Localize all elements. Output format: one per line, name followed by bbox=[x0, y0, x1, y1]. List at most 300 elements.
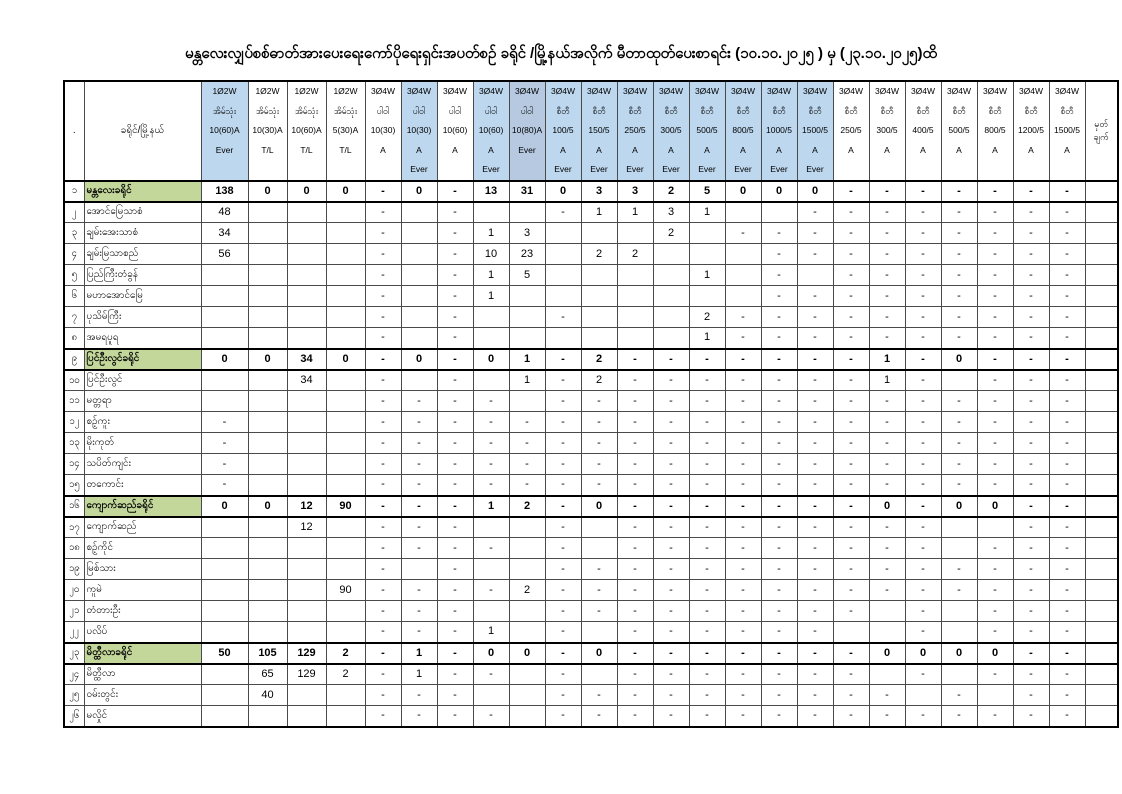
data-cell bbox=[287, 433, 326, 454]
row-number: ၉ bbox=[64, 349, 84, 370]
data-cell: - bbox=[401, 412, 437, 433]
data-cell: - bbox=[869, 412, 905, 433]
data-cell: 2 bbox=[653, 181, 689, 202]
data-cell: - bbox=[365, 349, 401, 370]
data-cell bbox=[581, 538, 617, 559]
data-cell bbox=[326, 538, 365, 559]
data-cell: - bbox=[725, 643, 761, 664]
data-cell: - bbox=[761, 601, 797, 622]
data-cell: - bbox=[437, 643, 473, 664]
header-line bbox=[1014, 160, 1049, 180]
data-cell: - bbox=[797, 223, 833, 244]
data-cell: 0 bbox=[869, 496, 905, 517]
data-cell bbox=[869, 622, 905, 643]
data-cell: - bbox=[365, 475, 401, 496]
header-line: 3Ø4W bbox=[910, 86, 936, 96]
data-cell: - bbox=[1013, 412, 1049, 433]
data-cell: - bbox=[725, 538, 761, 559]
header-line: စီတီ bbox=[736, 105, 750, 116]
data-cell: - bbox=[365, 412, 401, 433]
data-cell: - bbox=[905, 706, 941, 727]
data-cell: - bbox=[473, 391, 509, 412]
data-cell: - bbox=[617, 706, 653, 727]
data-cell: - bbox=[653, 517, 689, 538]
data-cell: - bbox=[545, 496, 581, 517]
data-cell bbox=[326, 244, 365, 265]
data-cell: - bbox=[977, 307, 1013, 328]
data-cell bbox=[545, 265, 581, 286]
header-line: 1Ø2W bbox=[255, 86, 280, 96]
data-cell bbox=[248, 559, 287, 580]
remark-cell bbox=[1085, 580, 1118, 601]
data-cell: - bbox=[761, 706, 797, 727]
header-line: စီတီ bbox=[700, 105, 714, 116]
data-cell bbox=[581, 664, 617, 685]
data-cell: - bbox=[401, 517, 437, 538]
data-cell: - bbox=[617, 412, 653, 433]
data-cell: - bbox=[761, 538, 797, 559]
data-cell: - bbox=[1049, 538, 1085, 559]
data-cell: - bbox=[833, 244, 869, 265]
header-line: 3Ø4W bbox=[982, 86, 1008, 96]
header-line: 500/5 bbox=[948, 125, 970, 135]
header-line bbox=[249, 160, 287, 180]
row-number: ၁ bbox=[64, 181, 84, 202]
data-cell bbox=[617, 307, 653, 328]
data-cell: - bbox=[941, 202, 977, 223]
column-header-16 bbox=[761, 81, 797, 181]
data-cell: - bbox=[653, 538, 689, 559]
data-cell: - bbox=[905, 517, 941, 538]
column-header-24 bbox=[1049, 81, 1085, 181]
township-row bbox=[64, 391, 1118, 412]
data-cell bbox=[248, 580, 287, 601]
data-cell: - bbox=[545, 538, 581, 559]
data-cell: 0 bbox=[248, 496, 287, 517]
data-cell: - bbox=[725, 706, 761, 727]
data-cell: 0 bbox=[201, 496, 248, 517]
data-cell: - bbox=[545, 559, 581, 580]
data-cell: 1 bbox=[509, 370, 545, 391]
data-cell: 1 bbox=[869, 349, 905, 370]
column-header-12 bbox=[617, 81, 653, 181]
header-line: 1500/5 bbox=[1054, 125, 1080, 135]
township-row bbox=[64, 685, 1118, 706]
remark-cell bbox=[1085, 181, 1118, 202]
header-line: 3Ø4W bbox=[622, 86, 648, 96]
township-name: မိုးကုတ် bbox=[84, 433, 201, 454]
township-row bbox=[64, 580, 1118, 601]
data-cell bbox=[941, 664, 977, 685]
header-line: စီတီ bbox=[808, 105, 822, 116]
data-cell bbox=[617, 328, 653, 349]
data-cell bbox=[248, 223, 287, 244]
data-cell: - bbox=[437, 307, 473, 328]
data-cell: - bbox=[1049, 181, 1085, 202]
remark-cell bbox=[1085, 433, 1118, 454]
data-cell: - bbox=[1013, 223, 1049, 244]
column-header-22 bbox=[977, 81, 1013, 181]
row-number: ၁၃ bbox=[64, 433, 84, 454]
data-cell: 0 bbox=[326, 181, 365, 202]
data-cell bbox=[248, 244, 287, 265]
township-row bbox=[64, 622, 1118, 643]
data-cell: - bbox=[365, 664, 401, 685]
data-cell: - bbox=[833, 307, 869, 328]
header-line: စီတီ bbox=[664, 105, 678, 116]
data-cell: 0 bbox=[401, 349, 437, 370]
township-name: တကောင်း bbox=[84, 475, 201, 496]
data-cell bbox=[287, 601, 326, 622]
data-cell: - bbox=[725, 454, 761, 475]
data-cell: - bbox=[1013, 685, 1049, 706]
township-row bbox=[64, 517, 1118, 538]
data-cell: - bbox=[689, 685, 725, 706]
data-cell: - bbox=[833, 328, 869, 349]
data-cell: - bbox=[833, 475, 869, 496]
data-cell: - bbox=[473, 664, 509, 685]
data-cell bbox=[401, 286, 437, 307]
data-cell: 1 bbox=[473, 622, 509, 643]
data-cell: - bbox=[365, 433, 401, 454]
data-cell bbox=[581, 328, 617, 349]
data-cell: - bbox=[689, 643, 725, 664]
data-cell: - bbox=[905, 580, 941, 601]
data-cell bbox=[545, 223, 581, 244]
data-cell: - bbox=[401, 706, 437, 727]
data-cell: 1 bbox=[473, 223, 509, 244]
data-cell: - bbox=[941, 328, 977, 349]
data-cell: - bbox=[941, 391, 977, 412]
row-number: ၅ bbox=[64, 265, 84, 286]
data-cell: - bbox=[365, 496, 401, 517]
data-cell: - bbox=[725, 601, 761, 622]
data-cell: 3 bbox=[653, 202, 689, 223]
data-cell: - bbox=[761, 307, 797, 328]
data-cell: - bbox=[1013, 622, 1049, 643]
data-cell: - bbox=[833, 223, 869, 244]
township-name: မတ္တရာ bbox=[84, 391, 201, 412]
data-cell bbox=[977, 685, 1013, 706]
column-header-8 bbox=[473, 81, 509, 181]
data-cell bbox=[201, 664, 248, 685]
data-cell bbox=[287, 286, 326, 307]
data-cell: - bbox=[869, 454, 905, 475]
data-cell: - bbox=[201, 433, 248, 454]
data-cell: 0 bbox=[248, 181, 287, 202]
data-cell bbox=[473, 517, 509, 538]
data-cell: - bbox=[201, 412, 248, 433]
data-cell: - bbox=[1049, 622, 1085, 643]
data-cell: - bbox=[1013, 475, 1049, 496]
data-cell: - bbox=[1013, 307, 1049, 328]
header-line: A bbox=[992, 144, 998, 155]
data-cell bbox=[977, 517, 1013, 538]
data-cell bbox=[509, 685, 545, 706]
data-cell: - bbox=[437, 559, 473, 580]
data-cell: - bbox=[365, 328, 401, 349]
data-cell: - bbox=[797, 286, 833, 307]
data-cell: - bbox=[869, 202, 905, 223]
column-header-9 bbox=[509, 81, 545, 181]
data-cell: - bbox=[545, 517, 581, 538]
row-number: ၂၃ bbox=[64, 643, 84, 664]
data-cell: - bbox=[545, 391, 581, 412]
column-header-7 bbox=[437, 81, 473, 181]
data-cell: - bbox=[401, 580, 437, 601]
data-cell: - bbox=[833, 517, 869, 538]
data-cell: - bbox=[905, 202, 941, 223]
data-cell: - bbox=[653, 454, 689, 475]
column-header-10 bbox=[545, 81, 581, 181]
data-cell: - bbox=[761, 244, 797, 265]
data-cell bbox=[941, 538, 977, 559]
header-line: စီတီ bbox=[772, 105, 786, 116]
township-name: သပိတ်ကျင်း bbox=[84, 454, 201, 475]
header-line: 300/5 bbox=[876, 125, 898, 135]
data-cell: - bbox=[1013, 517, 1049, 538]
header-line: 3Ø4W bbox=[802, 86, 828, 96]
header-line: 3Ø4W bbox=[514, 86, 540, 96]
data-cell: 5 bbox=[509, 265, 545, 286]
data-cell: 31 bbox=[509, 181, 545, 202]
data-cell: - bbox=[581, 559, 617, 580]
header-line: Ever bbox=[770, 164, 788, 174]
remark-cell bbox=[1085, 307, 1118, 328]
header-line: 3Ø4W bbox=[730, 86, 756, 96]
township-name: မဟာအောင်မြေ bbox=[84, 286, 201, 307]
data-cell bbox=[326, 223, 365, 244]
data-cell: - bbox=[1013, 580, 1049, 601]
data-cell: 90 bbox=[326, 580, 365, 601]
remark-cell bbox=[1085, 286, 1118, 307]
data-cell: - bbox=[797, 601, 833, 622]
data-cell: - bbox=[725, 517, 761, 538]
data-cell: - bbox=[617, 517, 653, 538]
data-cell: - bbox=[365, 244, 401, 265]
data-cell: - bbox=[905, 475, 941, 496]
header-line bbox=[438, 160, 473, 180]
data-cell: 3 bbox=[617, 181, 653, 202]
data-cell: - bbox=[1049, 580, 1085, 601]
data-cell: 1 bbox=[581, 202, 617, 223]
data-cell: - bbox=[653, 349, 689, 370]
data-cell: - bbox=[365, 580, 401, 601]
data-cell: - bbox=[725, 559, 761, 580]
header-line: စီတီ bbox=[916, 105, 930, 116]
data-cell: - bbox=[437, 580, 473, 601]
data-cell: - bbox=[473, 454, 509, 475]
data-cell bbox=[248, 328, 287, 349]
data-cell: - bbox=[905, 538, 941, 559]
data-cell: - bbox=[365, 622, 401, 643]
data-cell bbox=[581, 223, 617, 244]
data-cell: 129 bbox=[287, 643, 326, 664]
data-cell: - bbox=[437, 391, 473, 412]
data-cell: - bbox=[1049, 475, 1085, 496]
data-cell bbox=[248, 391, 287, 412]
data-cell bbox=[689, 223, 725, 244]
data-cell: - bbox=[761, 559, 797, 580]
township-row bbox=[64, 433, 1118, 454]
data-cell bbox=[581, 286, 617, 307]
data-cell: - bbox=[581, 433, 617, 454]
data-cell: 3 bbox=[581, 181, 617, 202]
data-cell: - bbox=[761, 496, 797, 517]
header-line: 1Ø2W bbox=[333, 86, 358, 96]
data-cell bbox=[248, 370, 287, 391]
data-cell: - bbox=[545, 412, 581, 433]
data-cell bbox=[509, 286, 545, 307]
data-cell: - bbox=[905, 307, 941, 328]
data-cell: 0 bbox=[941, 496, 977, 517]
township-name: စဉ့်ကူး bbox=[84, 412, 201, 433]
data-cell: - bbox=[905, 496, 941, 517]
data-cell: - bbox=[869, 706, 905, 727]
data-cell: - bbox=[869, 685, 905, 706]
data-cell: - bbox=[545, 601, 581, 622]
header-line: 3Ø4W bbox=[442, 86, 468, 96]
data-cell: - bbox=[725, 223, 761, 244]
data-cell bbox=[201, 622, 248, 643]
data-cell: - bbox=[725, 622, 761, 643]
data-cell: - bbox=[509, 412, 545, 433]
data-cell: - bbox=[941, 265, 977, 286]
data-cell: - bbox=[1013, 664, 1049, 685]
header-line: 3Ø4W bbox=[370, 86, 396, 96]
data-cell: - bbox=[653, 496, 689, 517]
data-cell: - bbox=[545, 202, 581, 223]
header-line: 3Ø4W bbox=[1018, 86, 1044, 96]
data-cell: - bbox=[689, 622, 725, 643]
remark-cell bbox=[1085, 664, 1118, 685]
header-line: A bbox=[740, 144, 746, 155]
data-cell: 12 bbox=[287, 517, 326, 538]
data-cell bbox=[617, 223, 653, 244]
data-cell: - bbox=[797, 454, 833, 475]
data-cell bbox=[201, 706, 248, 727]
header-line: 10(30)A bbox=[252, 125, 283, 135]
township-name: ပလိပ် bbox=[84, 622, 201, 643]
data-cell: - bbox=[941, 181, 977, 202]
data-cell: - bbox=[401, 622, 437, 643]
header-line: ပါဝါ bbox=[484, 105, 498, 116]
data-cell: - bbox=[761, 622, 797, 643]
data-cell: - bbox=[869, 391, 905, 412]
header-line: 500/5 bbox=[696, 125, 718, 135]
column-header-17 bbox=[797, 81, 833, 181]
data-cell: - bbox=[545, 580, 581, 601]
column-header-19 bbox=[869, 81, 905, 181]
header-line bbox=[288, 160, 326, 180]
header-line: စီတီ bbox=[1024, 105, 1038, 116]
data-cell: - bbox=[941, 244, 977, 265]
data-cell bbox=[248, 202, 287, 223]
data-cell: - bbox=[977, 454, 1013, 475]
header-line: Ever bbox=[734, 164, 752, 174]
data-cell: - bbox=[797, 517, 833, 538]
data-cell bbox=[248, 622, 287, 643]
data-cell: - bbox=[833, 433, 869, 454]
data-cell: - bbox=[797, 244, 833, 265]
data-cell bbox=[401, 202, 437, 223]
township-name: အောင်မြေသာစံ bbox=[84, 202, 201, 223]
data-cell: - bbox=[1049, 643, 1085, 664]
data-cell: - bbox=[365, 559, 401, 580]
data-cell: - bbox=[941, 475, 977, 496]
data-cell bbox=[326, 622, 365, 643]
data-cell bbox=[653, 244, 689, 265]
data-cell: - bbox=[617, 475, 653, 496]
data-cell: - bbox=[725, 685, 761, 706]
header-line: 800/5 bbox=[732, 125, 754, 135]
data-cell: - bbox=[977, 328, 1013, 349]
header-line bbox=[834, 160, 869, 180]
data-cell: - bbox=[617, 370, 653, 391]
header-line: အိမ်သုံး bbox=[333, 105, 358, 116]
data-cell: - bbox=[905, 223, 941, 244]
data-cell bbox=[201, 685, 248, 706]
data-cell bbox=[287, 685, 326, 706]
data-cell: - bbox=[761, 370, 797, 391]
data-cell: - bbox=[1013, 601, 1049, 622]
header-line bbox=[870, 160, 905, 180]
data-cell: - bbox=[941, 454, 977, 475]
data-cell: 0 bbox=[581, 643, 617, 664]
data-cell: - bbox=[437, 181, 473, 202]
data-cell: 2 bbox=[581, 349, 617, 370]
township-name: မန္တလေးခရိုင် bbox=[84, 181, 201, 202]
data-cell bbox=[287, 265, 326, 286]
row-number: ၁၉ bbox=[64, 559, 84, 580]
district-summary-row bbox=[64, 496, 1118, 517]
data-cell: - bbox=[437, 370, 473, 391]
district-township-column-header: ခရိုင်/မြို့နယ် bbox=[84, 81, 201, 181]
data-cell bbox=[287, 391, 326, 412]
remark-column-header bbox=[1085, 81, 1118, 181]
data-cell: - bbox=[437, 475, 473, 496]
data-cell: - bbox=[941, 580, 977, 601]
data-cell: 0 bbox=[509, 643, 545, 664]
township-row bbox=[64, 454, 1118, 475]
data-cell: - bbox=[1013, 433, 1049, 454]
data-cell: - bbox=[617, 622, 653, 643]
header-line: 10(60)A bbox=[209, 125, 240, 135]
data-cell: 3 bbox=[509, 223, 545, 244]
data-cell: - bbox=[437, 265, 473, 286]
data-cell: - bbox=[761, 412, 797, 433]
row-number: ၂၄ bbox=[64, 664, 84, 685]
data-cell bbox=[326, 559, 365, 580]
data-cell bbox=[326, 433, 365, 454]
data-cell: - bbox=[1049, 328, 1085, 349]
data-cell: - bbox=[365, 706, 401, 727]
data-cell: 0 bbox=[326, 349, 365, 370]
data-cell: - bbox=[977, 706, 1013, 727]
data-cell: 34 bbox=[201, 223, 248, 244]
header-line: စီတီ bbox=[592, 105, 606, 116]
data-cell: - bbox=[653, 643, 689, 664]
header-line: 250/5 bbox=[840, 125, 862, 135]
data-cell bbox=[473, 328, 509, 349]
data-cell: 48 bbox=[201, 202, 248, 223]
data-cell: - bbox=[833, 706, 869, 727]
header-line: A bbox=[1028, 144, 1034, 155]
data-cell bbox=[201, 538, 248, 559]
data-cell: - bbox=[617, 601, 653, 622]
data-cell: - bbox=[869, 181, 905, 202]
data-cell: 1 bbox=[689, 202, 725, 223]
